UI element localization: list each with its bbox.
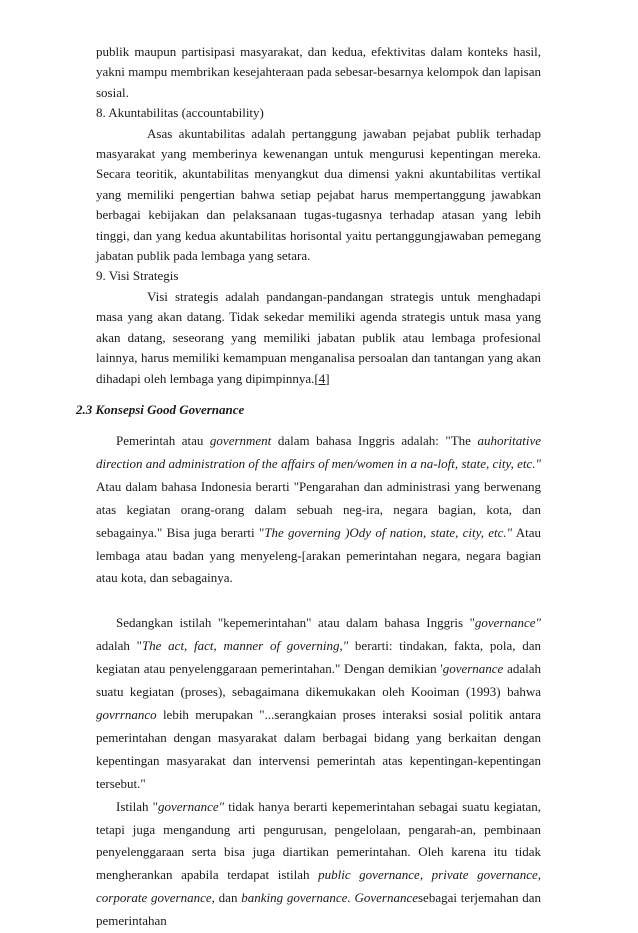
italic-run: governance xyxy=(442,661,504,677)
italic-run: governance" xyxy=(474,615,541,631)
citation-link[interactable]: [4] xyxy=(314,370,330,386)
text-run: dalam bahasa Inggris adalah: "The xyxy=(271,433,478,448)
section-good-governance xyxy=(96,430,541,933)
italic-run: public governance, private governance, corporate governance, xyxy=(96,867,541,906)
section-criteria-continued xyxy=(96,42,541,389)
item-9-text: Visi strategis adalah pandangan-pandangan strategis untuk menghadapi masa yang akan datang. Tidak sekedar memiliki agenda strategis untuk masa yang akan datang, seseorang yang memiliki jabatan publik atau lembaga profesional lainnya, harus memiliki kemampuan menganalisa persoalan dan tantangan yang akan dihadapi oleh lembaga yang dipimpinnya. xyxy=(96,288,541,386)
italic-run: governance" xyxy=(157,798,225,814)
text-run: Sedangkan istilah "kepemerintahan" atau dalam bahasa Inggris " xyxy=(116,615,475,631)
italic-run: The governing )Ody of nation, state, city, etc." xyxy=(264,524,513,540)
text-run: Atau dalam bahasa Indonesia berarti "Pengarahan dan administrasi yang berwenang atas kegiatan orang-orang dalam sebuah neg-ira, negara bagian, kota, dan sebagainya." Bisa juga berarti " xyxy=(96,478,541,540)
section-heading: 2.3 Konsepsi Good Governance xyxy=(76,402,245,417)
paragraph-government-definition xyxy=(96,430,541,590)
item-9-body xyxy=(96,287,541,389)
italic-run: banking governance. Governance xyxy=(241,890,418,906)
italic-run: govrrnanco xyxy=(96,706,157,722)
text-run: dan xyxy=(214,890,242,906)
italic-run: The act, fact, manner of governing," xyxy=(141,638,349,654)
item-8-title: 8. Akuntabilitas (accountability) xyxy=(96,105,264,121)
text-run: adalah suatu kegiatan (proses), sebagaimana dikemukakan oleh Kooiman (1993) bahwa xyxy=(96,661,541,700)
text-run: adalah " xyxy=(96,638,142,654)
text-run: tidak hanya berarti kepemerintahan sebagai suatu kegiatan, tetapi juga mengandung arti pengurusan, pengelolaan, pengarah-an, pembinaan penyelenggaraan serta bisa juga diartikan pemerintahan. Oleh karena itu tidak mengherankan apabila terdapat istilah xyxy=(96,798,541,883)
paragraph-effectiveness: publik maupun partisipasi masyarakat, dan kedua, efektivitas dalam konteks hasil, yakni mampu membrikan kesejahteraan pada sebesar-besarnya kelompok dan lapisan sosial. xyxy=(96,44,541,100)
italic-run: government xyxy=(209,433,272,448)
text-run: berarti: tindakan, fakta, pola, dan kegiatan atau penyelenggaraan pemerintahan." Dengan demikian ' xyxy=(96,638,541,677)
paragraph-governance-definition xyxy=(96,612,541,795)
text-run: sebagai terjemahan dan pemerintahan xyxy=(96,890,541,929)
text-run: Istilah " xyxy=(116,798,158,814)
paragraph-governance-terms xyxy=(96,796,541,933)
paragraph-gap xyxy=(96,590,541,612)
item-8-body: Asas akuntabilitas adalah pertanggung jawaban pejabat publik terhadap masyarakat yang memberinya kewenangan untuk mengurusi kepentingan mereka. Secara teoritik, akuntabilitas menyangkut dua dimensi yakni akuntabilitas vertikal yang memiliki pengertian bahwa setiap pejabat harus mempertanggung jawabkan berbagai kebijakan dan pelaksanaan tugas-tugasnya terhadap atasan yang lebih tinggi, dan yang kedua akuntabilitas horisontal yaitu pertanggungjawaban pemegang jabatan publik pada lembaga yang setara. xyxy=(96,125,541,264)
text-run: lebih merupakan "...serangkaian proses interaksi sosial politik antara pemerintahan dengan masyarakat dalam berbagai bidang yang berkaitan dengan kepentingan masyarakat dan intervensi pemerintah atas kepentingan-kepentingan tersebut." xyxy=(96,706,541,791)
italic-run: auhoritative direction and administration of the affairs of men/women in a na-loft, state, city, etc." xyxy=(96,433,542,471)
text-run: Pemerintah atau xyxy=(116,433,210,448)
text-run: Atau lembaga atau badan yang menyeleng-[arakan pemerintahan negara, negara bagian atau kota, dan sebagainya. xyxy=(96,524,541,586)
item-9-title: 9. Visi Strategis xyxy=(96,268,179,284)
